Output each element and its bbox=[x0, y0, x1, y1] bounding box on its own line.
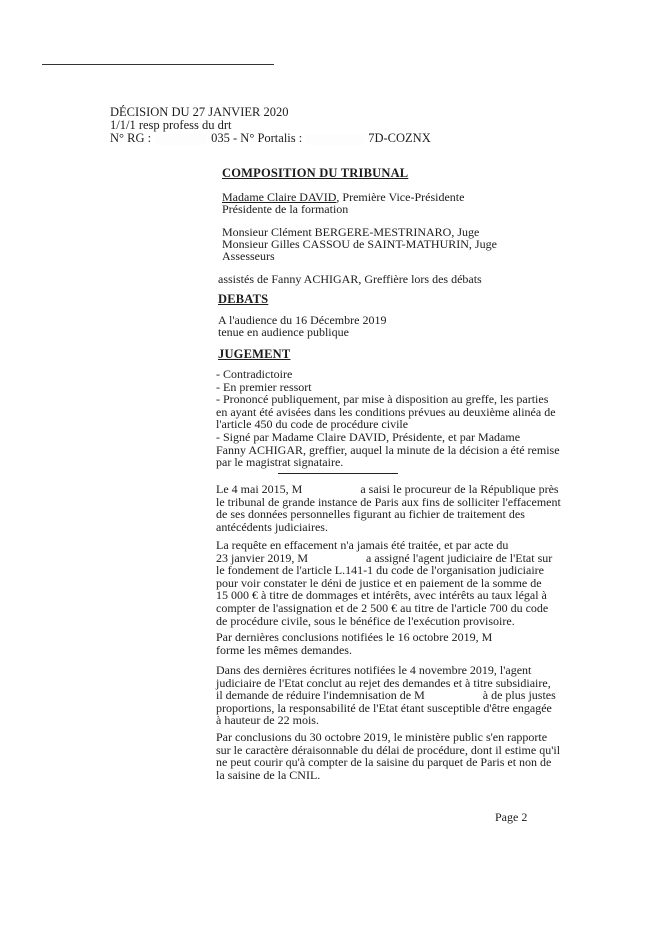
chamber-ref: 1/1/1 resp profess du drt bbox=[110, 118, 232, 132]
text-line: forme les mêmes demandes. bbox=[216, 642, 352, 657]
text-line: à hauteur de 22 mois. bbox=[216, 713, 319, 728]
redaction bbox=[306, 134, 364, 145]
jugement-item: en ayant été avisées dans les conditions prévues au deuxième alinéa de bbox=[216, 404, 556, 419]
case-number bbox=[110, 132, 431, 145]
jugement-list bbox=[216, 367, 560, 470]
clerk-line: assistés de Fanny ACHIGAR, Greffière lors des débats bbox=[218, 272, 482, 286]
text-line: Dans des dernières écritures notifiées le 4 novembre 2019, l'agent bbox=[216, 663, 532, 677]
text-line: sur le caractère déraisonnable du délai de procédure, dont il estime qu'il bbox=[216, 742, 561, 757]
redaction bbox=[155, 134, 207, 145]
paragraph-2 bbox=[216, 538, 553, 628]
paragraph-5 bbox=[216, 730, 561, 782]
text-line: La requête en effacement n'a jamais été traitée, et par acte du bbox=[216, 538, 509, 552]
hearing-date: A l'audience du 16 Décembre 2019 bbox=[218, 313, 387, 327]
text-line: judiciaire de l'Etat conclut au rejet des demandes et à titre subsidiaire, bbox=[216, 675, 551, 690]
page-number: Page 2 bbox=[495, 810, 528, 824]
president-role: , Première Vice-Présidente bbox=[336, 190, 465, 204]
rg-label: N° RG : bbox=[110, 131, 152, 145]
text-line: la saisine de la CNIL. bbox=[216, 767, 321, 782]
text-line: pour voir constater le déni de justice et en paiement de la somme de bbox=[216, 575, 542, 590]
text-line: le tribunal de grande instance de Paris aux fins de solliciter l'effacement bbox=[216, 494, 561, 509]
rg-suffix: 035 - N° Portalis : bbox=[211, 131, 303, 145]
portalis-suffix: 7D-COZNX bbox=[368, 131, 431, 145]
text-line: de ses données personnelles figurant au fichier de traitement des bbox=[216, 507, 525, 522]
text-line: ne peut courir qu'à compter de la saisine du parquet de Paris et non de bbox=[216, 755, 552, 770]
debats-heading: DEBATS bbox=[218, 292, 269, 306]
jugement-item: - Signé par Madame Claire DAVID, Présidente, et par Madame bbox=[216, 429, 521, 444]
text-line: 15 000 € à titre de dommages et intérêts, avec intérêts au taux légal à bbox=[216, 588, 547, 603]
jugement-item: - Prononcé publiquement, par mise à disposition au greffe, les parties bbox=[216, 392, 549, 407]
text-line: Le 4 mai 2015, M a saisi le procureur de la République près bbox=[216, 482, 559, 496]
jugement-item: - Contradictoire bbox=[216, 367, 293, 381]
jugement-item: Fanny ACHIGAR, greffier, auquel la minute de la décision a été remise bbox=[216, 442, 560, 457]
assessors-label: Assesseurs bbox=[222, 249, 275, 263]
section-separator bbox=[278, 473, 398, 474]
text-line: proportions, la responsabilité de l'Etat étant susceptible d'être engagée bbox=[216, 700, 552, 715]
paragraph-3 bbox=[216, 631, 532, 656]
hearing-type: tenue en audience publique bbox=[218, 325, 349, 339]
text-line: le fondement de l'article L.141-1 du code de l'organisation judiciaire bbox=[216, 563, 544, 578]
composition-heading: COMPOSITION DU TRIBUNAL bbox=[222, 166, 409, 180]
scan-artifact-line bbox=[42, 64, 274, 65]
paragraph-1 bbox=[216, 482, 561, 534]
president-sub: Présidente de la formation bbox=[222, 202, 349, 216]
assessor-1: Monsieur Clément BERGERE-MESTRINARO, Juge bbox=[222, 225, 480, 239]
president-name: Madame Claire DAVID bbox=[222, 190, 337, 204]
assessor-2: Monsieur Gilles CASSOU de SAINT-MATHURIN, Juge bbox=[222, 237, 497, 251]
text-line: de procédure civile, sous le bénéfice de l'exécution provisoire. bbox=[216, 613, 515, 628]
jugement-heading: JUGEMENT bbox=[218, 347, 291, 361]
paragraph-4 bbox=[216, 663, 556, 728]
text-line: il demande de réduire l'indemnisation de M à de plus justes bbox=[216, 688, 556, 703]
text-line: 23 janvier 2019, M a assigné l'agent judiciaire de l'Etat sur bbox=[216, 550, 553, 565]
jugement-item: par le magistrat signataire. bbox=[216, 455, 344, 470]
text-line: Par conclusions du 30 octobre 2019, le ministère public s'en rapporte bbox=[216, 730, 548, 744]
text-line: antécédents judiciaires. bbox=[216, 519, 328, 534]
text-line: compter de l'assignation et de 2 500 € au titre de l'article 700 du code bbox=[216, 600, 549, 615]
jugement-item: - En premier ressort bbox=[216, 379, 312, 394]
jugement-item: l'article 450 du code de procédure civile bbox=[216, 417, 409, 432]
decision-date: DÉCISION DU 27 JANVIER 2020 bbox=[110, 105, 289, 119]
text-line: Par dernières conclusions notifiées le 16 octobre 2019, M bbox=[216, 630, 493, 644]
